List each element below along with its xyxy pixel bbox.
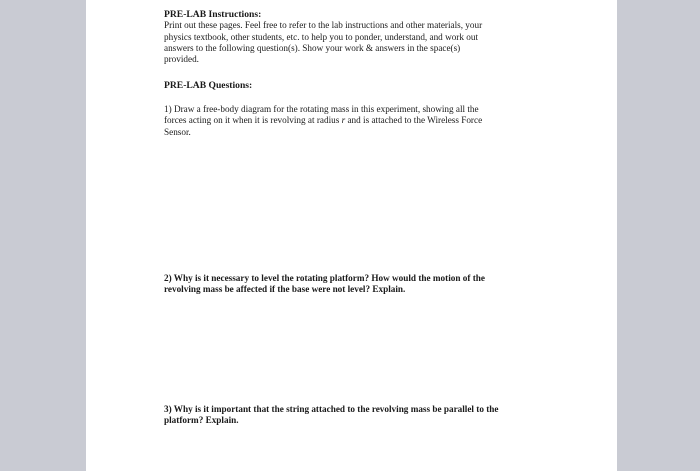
document-page bbox=[86, 0, 617, 471]
question-1-line-1: 1) Draw a free-body diagram for the rotating mass in this experiment, showing all the bbox=[164, 104, 479, 114]
instructions-section bbox=[164, 9, 532, 65]
question-1-line-2-end: and is attached to the Wireless Force bbox=[345, 115, 483, 126]
question-1-line-2 bbox=[164, 115, 532, 126]
question-1 bbox=[164, 104, 532, 138]
question-1-line-2-start: forces acting on it when it is revolving at radius bbox=[164, 115, 342, 126]
question-3-line-2: platform? Explain. bbox=[164, 415, 239, 426]
instructions-line-3: answers to the following question(s). Show your work & answers in the space(s) bbox=[164, 42, 461, 53]
instructions-line-4: provided. bbox=[164, 54, 199, 65]
question-2 bbox=[164, 273, 532, 296]
question-2-line-2: revolving mass be affected if the base were not level? Explain. bbox=[164, 284, 406, 295]
radius-variable: r bbox=[341, 115, 346, 126]
question-3 bbox=[164, 404, 532, 427]
question-3-line-1: 3) Why is it important that the string attached to the revolving mass be parallel to the bbox=[164, 404, 499, 414]
question-2-line-1: 2) Why is it necessary to level the rotating platform? How would the motion of the bbox=[164, 273, 485, 283]
questions-title: PRE-LAB Questions: bbox=[164, 80, 253, 91]
instructions-title: PRE-LAB Instructions: bbox=[164, 9, 262, 20]
instructions-line-2: physics textbook, other students, etc. to help you to ponder, understand, and work out bbox=[164, 31, 478, 42]
instructions-line-1: Print out these pages. Feel free to refer to the lab instructions and other materials, your bbox=[164, 20, 483, 31]
question-1-line-3: Sensor. bbox=[164, 126, 191, 137]
